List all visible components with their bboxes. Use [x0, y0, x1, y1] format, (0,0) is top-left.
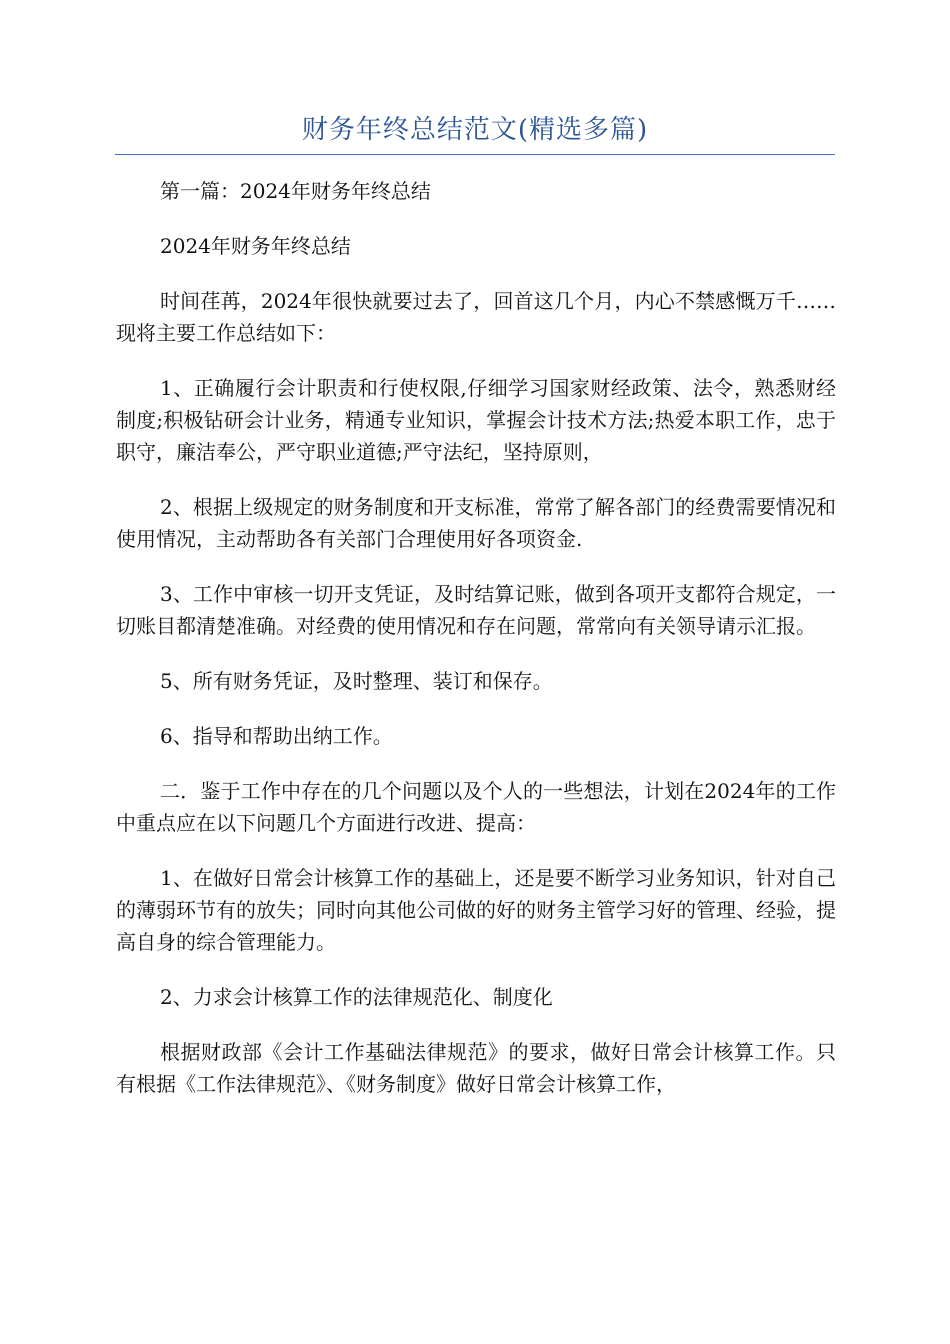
paragraph-item-2: 2、根据上级规定的财务制度和开支标准，常常了解各部门的经费需要情况和使用情况，主动帮助各有关部门合理使用好各项资金.	[116, 495, 836, 551]
paragraph-section-heading: 第一篇：2024年财务年终总结	[160, 179, 431, 203]
paragraph-item-3: 3、工作中审核一切开支凭证，及时结算记账，做到各项开支都符合规定，一切账目都清楚准确。对经费的使用情况和存在问题，常常向有关领导请示汇报。	[116, 582, 836, 638]
paragraph-intro: 时间荏苒，2024年很快就要过去了，回首这几个月，内心不禁感慨万千……现将主要工作总结如下：	[116, 289, 836, 345]
paragraph-plan-1: 1、在做好日常会计核算工作的基础上，还是要不断学习业务知识，针对自己的薄弱环节有的放失；同时向其他公司做的好的财务主管学习好的管理、经验，提高自身的综合管理能力。	[116, 866, 836, 954]
document-title: 财务年终总结范文(精选多篇)	[301, 115, 649, 145]
title-underline	[115, 154, 835, 155]
paragraph-section-two: 二．鉴于工作中存在的几个问题以及个人的一些想法，计划在2024年的工作中重点应在以下问题几个方面进行改进、提高：	[116, 779, 836, 835]
paragraph-plan-2: 2、力求会计核算工作的法律规范化、制度化	[160, 985, 553, 1009]
paragraph-subtitle: 2024年财务年终总结	[160, 234, 351, 258]
document-body	[116, 175, 836, 1123]
paragraph-plan-2-detail: 根据财政部《会计工作基础法律规范》的要求，做好日常会计核算工作。只有根据《工作法律规范》、《财务制度》做好日常会计核算工作，	[116, 1040, 836, 1096]
paragraph-item-5: 5、所有财务凭证，及时整理、装订和保存。	[160, 669, 553, 693]
paragraph-item-6: 6、指导和帮助出纳工作。	[160, 724, 393, 748]
paragraph-item-1: 1、正确履行会计职责和行使权限,仔细学习国家财经政策、法令，熟悉财经制度;积极钻研会计业务，精通专业知识，掌握会计技术方法;热爱本职工作，忠于职守，廉洁奉公，严守职业道德;严守法纪，坚持原则，	[116, 376, 836, 464]
